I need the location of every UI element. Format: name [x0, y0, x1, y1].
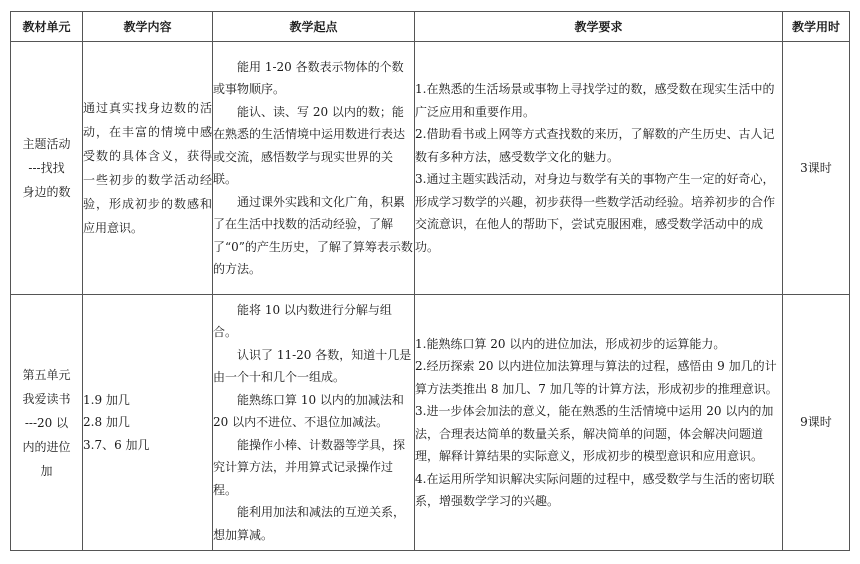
start-paragraph: 能操作小棒、计数器等学具，探究计算方法，并用算式记录操作过程。	[213, 437, 406, 497]
hours-cell: 9课时	[783, 295, 850, 551]
content-line: 3.7、6 加几	[83, 437, 150, 452]
requirement-item: 2.经历探索 20 以内进位加法算理与算法的过程，感悟由 9 加几的计算方法类推出 8 加几、7 加几等的计算方法，形成初步的推理意识。	[415, 359, 778, 396]
requirements-cell	[415, 295, 783, 551]
header-content: 教学内容	[83, 12, 213, 42]
start-cell	[213, 295, 415, 551]
content-text: 通过真实找身边数的活动，在丰富的情境中感受数的具体含义，获得一些初步的数学活动经验，形成初步的数感和应用意识。	[83, 101, 212, 235]
start-paragraph: 能利用加法和减法的互逆关系，想加算减。	[213, 505, 406, 542]
unit-line: 身边的数	[22, 185, 71, 199]
table-row	[11, 295, 850, 551]
start-paragraph: 能将 10 以内数进行分解与组合。	[213, 302, 392, 340]
start-paragraph: 认识了 11-20 各数，知道十几是由一个十和几个一组成。	[213, 347, 412, 385]
hours-cell: 3课时	[783, 42, 850, 295]
content-line: 1.9 加几	[83, 392, 130, 407]
unit-line: 我爱读书	[22, 391, 71, 406]
unit-line: 内的进位	[22, 439, 71, 454]
requirement-item: 1.能熟练口算 20 以内的进位加法，形成初步的运算能力。	[415, 336, 726, 351]
requirement-item: 2.借助看书或上网等方式查找数的来历，了解数的产生历史、古人记数有多种方法，感受数学文化的魅力。	[415, 127, 775, 164]
unit-line: ---找找	[28, 161, 65, 175]
start-paragraph: 能熟练口算 10 以内的加减法和 20 以内不进位、不退位加减法。	[213, 392, 404, 430]
content-cell	[83, 295, 213, 551]
unit-line: ---20 以	[24, 415, 69, 430]
header-row	[11, 12, 850, 42]
unit-line: 加	[40, 463, 53, 478]
header-hours: 教学用时	[783, 12, 850, 42]
requirement-item: 4.在运用所学知识解决实际问题的过程中，感受数学与生活的密切联系，增强数学学习的兴趣。	[415, 471, 775, 508]
requirement-item: 3.通过主题实践活动，对身边与数学有关的事物产生一定的好奇心，形成学习数学的兴趣，初步获得一些数学活动经验。培养初步的合作交流意识，在他人的帮助下，尝试克服困难，感受数学活动中的成功。	[415, 172, 776, 254]
start-paragraph: 能用 1-20 各数表示物体的个数或事物顺序。	[213, 59, 404, 96]
start-paragraph: 能认、读、写 20 以内的数；能在熟悉的生活情境中运用数进行表达或交流，感悟数学与现实世界的关联。	[213, 104, 406, 186]
header-unit: 教材单元	[11, 12, 83, 42]
unit-cell	[11, 42, 83, 295]
start-paragraph: 通过课外实践和文化广角，积累了在生活中找数的活动经验，了解了“0”的产生历史，了解了算筹表示数的方法。	[213, 194, 413, 276]
unit-line: 第五单元	[22, 367, 71, 382]
requirements-cell	[415, 42, 783, 295]
requirement-item: 3.进一步体会加法的意义，能在熟悉的生活情境中运用 20 以内的加法，合理表达简单的数量关系，解决简单的问题，体会解决问题道理，解释计算结果的实际意义，形成初步的模型意识和应用意识。	[415, 404, 774, 463]
start-cell	[213, 42, 415, 295]
requirement-item: 1.在熟悉的生活场景或事物上寻找学过的数，感受数在现实生活中的广泛应用和重要作用。	[415, 82, 775, 119]
table-row	[11, 42, 850, 295]
unit-cell	[11, 295, 83, 551]
content-line: 2.8 加几	[83, 415, 130, 430]
unit-line: 主题活动	[22, 137, 71, 151]
header-requirements: 教学要求	[415, 12, 783, 42]
content-cell	[83, 42, 213, 295]
curriculum-table	[10, 11, 850, 551]
header-start: 教学起点	[213, 12, 415, 42]
